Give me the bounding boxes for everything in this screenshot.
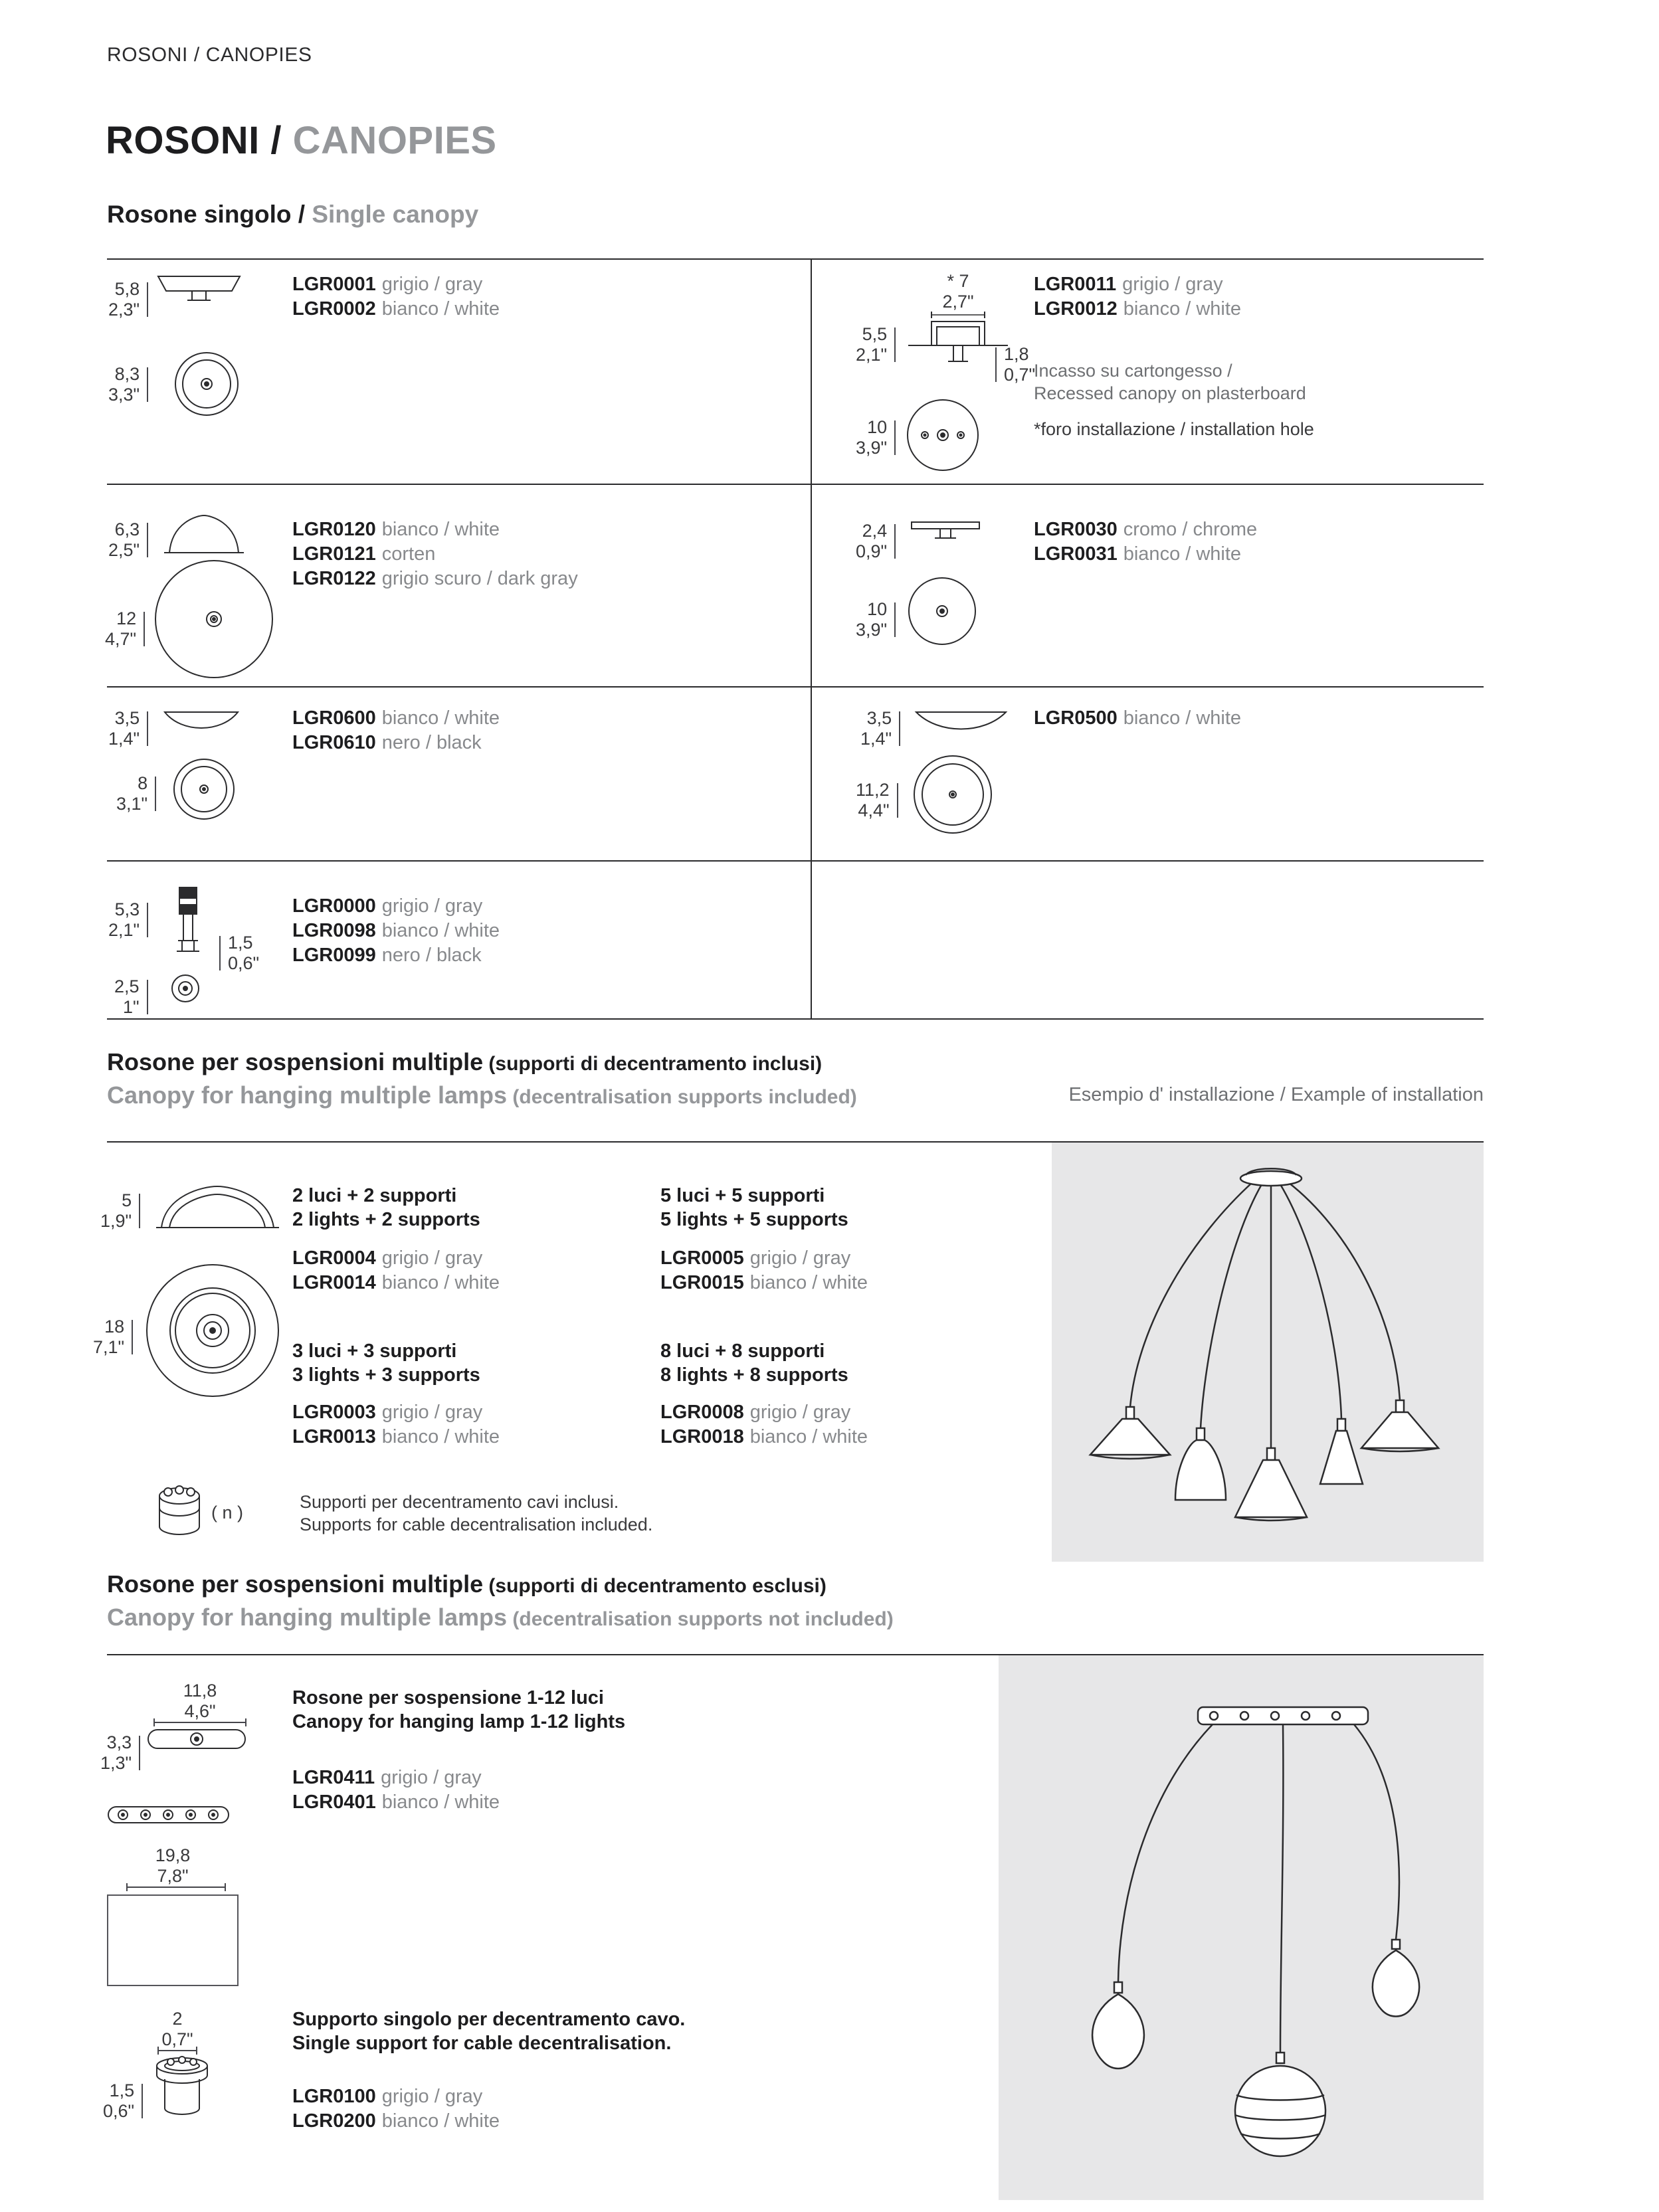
single-support-label [292, 2007, 685, 2055]
section-single-heading [107, 201, 478, 229]
page-title [106, 118, 497, 163]
product-code: LGR0015 [660, 1272, 744, 1293]
product-code: LGR0098 [292, 920, 376, 941]
dimension-tick [132, 1320, 133, 1354]
product-code: LGR0013 [292, 1426, 376, 1447]
recessed-note [1034, 359, 1306, 405]
product-code: LGR0099 [292, 945, 376, 966]
table-rule-3 [107, 686, 1484, 688]
section-single-heading-it: Rosone singolo / [107, 201, 312, 228]
dimension-tick [897, 783, 898, 818]
dim-in: 0,7" [161, 2029, 193, 2049]
product-row [292, 894, 500, 919]
dimension-tick [142, 2084, 143, 2118]
product-row [660, 1271, 868, 1295]
cable-support-icon [155, 1484, 204, 1541]
product-row [292, 943, 500, 968]
canopy-front-drawing [173, 351, 240, 417]
dim-in: 2,1" [108, 920, 140, 940]
dim-in: 3,3" [108, 385, 140, 405]
canopy-plan-drawing [107, 1894, 239, 1986]
dim-mm: 11,8 [183, 1681, 217, 1701]
page-title-it: ROSONI / [106, 119, 293, 162]
dimension-line [157, 2050, 197, 2051]
dimension-tick [155, 777, 156, 811]
product-code: LGR0000 [292, 895, 376, 917]
dim-mm: 5 [122, 1190, 132, 1210]
group-5-lights-label [660, 1184, 848, 1232]
dome-canopy-front-drawing [153, 558, 276, 681]
product-code: LGR0018 [660, 1426, 744, 1447]
dim-plate-height [100, 1732, 140, 1774]
product-row [292, 1790, 500, 1815]
dim-in: 3,9" [856, 620, 888, 640]
dim-in: 7,1" [93, 1337, 125, 1357]
section-multi-included-heading-en [107, 1081, 857, 1109]
dimension-line [126, 1887, 226, 1888]
dim-plate-width [150, 1681, 250, 1722]
multi-canopy-profile-drawing [156, 1176, 279, 1237]
product-row [660, 1425, 868, 1449]
table-rule-2 [107, 484, 1484, 485]
product-row [1034, 272, 1241, 297]
dim-support-width [144, 2009, 211, 2050]
dim-mm: 6,3 [114, 519, 140, 539]
dimension-tick [139, 1736, 140, 1770]
dim-diameter [105, 608, 145, 650]
product-finish: grigio / gray [381, 895, 483, 917]
product-list [1034, 272, 1241, 322]
group-label-en: 2 lights + 2 supports [292, 1209, 480, 1230]
heading-it-note: (supporti di decentramento esclusi) [483, 1575, 827, 1597]
dim-mm: 3,5 [114, 708, 140, 728]
product-row [292, 272, 500, 297]
product-code: LGR0031 [1034, 543, 1118, 565]
product-row [292, 297, 500, 322]
product-finish: bianco / white [1123, 298, 1242, 320]
product-finish: grigio / gray [381, 1402, 483, 1423]
table-rule-bottom [107, 1018, 1484, 1020]
wide-dish-front-drawing [912, 753, 994, 836]
product-finish: grigio / gray [749, 1247, 851, 1269]
dim-in: 2,7" [942, 292, 974, 312]
product-code: LGR0121 [292, 543, 376, 565]
group-label-en: 8 lights + 8 supports [660, 1364, 848, 1386]
product-code: LGR0500 [1034, 707, 1118, 729]
heading-en: Canopy for hanging multiple lamps [107, 1604, 508, 1631]
dish-canopy-profile-drawing [161, 704, 241, 737]
section-multi-included-heading-it [107, 1048, 822, 1076]
product-finish: cromo / chrome [1123, 519, 1258, 540]
product-code: LGR0030 [1034, 519, 1118, 540]
dimension-line [153, 1722, 246, 1723]
product-finish: nero / black [381, 945, 482, 966]
linear-canopy-label-it: Rosone per sospensione 1-12 luci [292, 1687, 604, 1708]
single-support-drawing [152, 2055, 212, 2128]
product-row [292, 567, 578, 591]
dimension-tick [894, 327, 896, 362]
dimension-tick [144, 612, 145, 646]
table-rule-4 [107, 860, 1484, 862]
dim-mm: 19,8 [155, 1845, 191, 1865]
dim-height [108, 519, 148, 561]
dim-hole-width [918, 271, 998, 312]
dimension-tick [147, 367, 148, 402]
flat-canopy-profile-drawing [909, 518, 982, 551]
dim-mm: 2,5 [114, 976, 140, 996]
product-finish: bianco / white [381, 1272, 500, 1293]
supports-included-note-en: Supports for cable decentralisation included. [300, 1515, 653, 1534]
product-list [292, 706, 500, 755]
dim-diameter [856, 599, 896, 640]
dim-mm: 1,5 [109, 2080, 135, 2100]
dim-mm: 12 [116, 608, 137, 628]
dim-mm: 1,8 [1004, 344, 1029, 364]
product-finish: grigio / gray [1122, 274, 1223, 295]
product-finish: bianco / white [1123, 543, 1242, 565]
dim-in: 0,6" [103, 2101, 135, 2121]
product-list [292, 1766, 500, 1815]
supports-included-note [300, 1491, 652, 1536]
product-code: LGR0011 [1034, 274, 1117, 295]
product-finish: bianco / white [749, 1272, 868, 1293]
dim-canopy-length [123, 1845, 223, 1887]
product-row [1034, 706, 1241, 731]
product-list [292, 894, 500, 968]
supports-included-note-it: Supporti per decentramento cavi inclusi. [300, 1492, 619, 1512]
dim-in: 7,8" [157, 1866, 189, 1886]
product-row [292, 517, 578, 542]
group-label-it: 8 luci + 8 supporti [660, 1340, 825, 1362]
linear-canopy-label [292, 1686, 625, 1734]
dim-in: 0,6" [228, 953, 260, 973]
product-code: LGR0122 [292, 568, 376, 589]
product-code: LGR0014 [292, 1272, 376, 1293]
dim-mm: 8 [138, 773, 148, 793]
dimension-tick [147, 282, 148, 317]
product-finish: bianco / white [1123, 707, 1242, 729]
dim-diameter [114, 976, 148, 1018]
multi-pendant-illustration [1052, 1143, 1484, 1562]
dimension-tick [147, 523, 148, 557]
dim-in: 3,1" [116, 794, 148, 814]
product-finish: grigio / gray [381, 274, 483, 295]
product-finish: bianco / white [381, 920, 500, 941]
product-finish: grigio / gray [381, 1247, 483, 1269]
product-code: LGR0120 [292, 519, 376, 540]
product-code: LGR0002 [292, 298, 376, 320]
dim-in: 4,4" [858, 800, 890, 820]
dim-height [108, 899, 148, 941]
dim-in: 0,9" [856, 541, 888, 561]
product-finish: bianco / white [381, 519, 500, 540]
product-finish: grigio scuro / dark gray [381, 568, 578, 589]
group-3-lights-label [292, 1339, 480, 1387]
section-single-heading-en: Single canopy [312, 201, 479, 228]
mini-cylinder-profile-drawing [171, 885, 206, 978]
dimension-tick [147, 980, 148, 1014]
dim-in: 2,5" [108, 540, 140, 560]
product-row [292, 2109, 500, 2134]
recessed-note-it: Incasso su cartongesso / [1034, 361, 1232, 381]
installation-hole-note: *foro installazione / installation hole [1034, 419, 1314, 439]
product-row [1034, 542, 1257, 567]
heading-it: Rosone per sospensioni multiple [107, 1048, 484, 1075]
product-code: LGR0401 [292, 1792, 376, 1813]
dim-in: 0,7" [1004, 365, 1036, 385]
dim-in: 2,1" [856, 345, 888, 365]
product-list [660, 1246, 868, 1295]
dim-in: 1" [122, 997, 140, 1017]
product-code: LGR0003 [292, 1402, 376, 1423]
group-label-it: 2 luci + 2 supporti [292, 1185, 457, 1206]
mini-cylinder-front-drawing [170, 973, 201, 1004]
product-row [292, 1400, 500, 1425]
dimension-tick [995, 347, 997, 382]
dim-mm: 11,2 [856, 780, 890, 800]
page-title-en: CANOPIES [292, 119, 497, 162]
product-finish: bianco / white [381, 707, 500, 729]
dim-diameter [856, 417, 896, 458]
dim-in: 1,9" [100, 1211, 132, 1231]
dimension-tick [899, 711, 900, 746]
product-row [292, 542, 578, 567]
heading-it-note: (supporti di decentramento inclusi) [483, 1053, 823, 1075]
table-rule-top [107, 258, 1484, 260]
dim-height [856, 324, 896, 365]
dim-diameter [108, 364, 148, 405]
group-8-lights-label [660, 1339, 848, 1387]
heading-it: Rosone per sospensioni multiple [107, 1570, 484, 1598]
product-code: LGR0600 [292, 707, 376, 729]
dim-in: 2,3" [108, 300, 140, 320]
product-code: LGR0100 [292, 2086, 376, 2107]
group-label-it: 5 luci + 5 supporti [660, 1185, 825, 1206]
dimension-tick [147, 711, 148, 746]
breadcrumb: ROSONI / CANOPIES [107, 44, 312, 66]
heading-en-note: (decentralisation supports not included) [507, 1608, 894, 1630]
dim-mm: 5,8 [114, 279, 140, 299]
product-row [1034, 297, 1241, 322]
product-row [1034, 517, 1257, 542]
dimension-tick [139, 1194, 140, 1228]
dim-in: 1,3" [100, 1753, 132, 1773]
dim-diameter [856, 780, 898, 821]
product-finish: grigio / gray [381, 1767, 482, 1788]
example-installation-label: Esempio d' installazione / Example of installation [1068, 1084, 1484, 1105]
product-finish: bianco / white [749, 1426, 868, 1447]
product-row [660, 1246, 868, 1271]
dim-mm: 2,4 [862, 521, 888, 541]
group-label-it: 3 luci + 3 supporti [292, 1340, 457, 1362]
product-list [292, 2084, 500, 2134]
product-code: LGR0004 [292, 1247, 376, 1269]
product-finish: corten [381, 543, 436, 565]
product-code: LGR0001 [292, 274, 376, 295]
dim-mm: 3,5 [866, 708, 892, 728]
product-list [292, 272, 500, 322]
dim-diameter [116, 773, 156, 814]
product-row [660, 1400, 868, 1425]
product-code: LGR0012 [1034, 298, 1118, 320]
linear-canopy-label-en: Canopy for hanging lamp 1-12 lights [292, 1711, 626, 1732]
dimension-tick [894, 420, 896, 455]
dim-mm: 10 [867, 599, 888, 619]
dim-height [100, 1190, 140, 1232]
dim-height [856, 521, 896, 562]
dimension-tick [894, 524, 896, 559]
product-list [1034, 517, 1257, 567]
wide-dish-profile-drawing [913, 703, 1009, 739]
product-row [292, 1246, 500, 1271]
dim-height [108, 708, 148, 749]
example-installation-panel-2 [999, 1655, 1484, 2200]
product-list [660, 1400, 868, 1449]
linear-canopy-strip-drawing [107, 1803, 230, 1828]
dim-in: 4,7" [105, 629, 137, 649]
dim-in: 1,4" [108, 729, 140, 749]
product-list [292, 1246, 500, 1295]
flat-canopy-front-drawing [906, 575, 978, 647]
dim-in: 1,4" [860, 729, 892, 749]
product-row [292, 1425, 500, 1449]
product-list [1034, 706, 1241, 731]
section-multi-excluded-heading-it [107, 1570, 827, 1598]
product-finish: grigio / gray [749, 1402, 851, 1423]
dim-stem [995, 344, 1035, 385]
recessed-note-en: Recessed canopy on plasterboard [1034, 383, 1306, 403]
product-row [292, 1766, 500, 1790]
dim-mm: 5,3 [114, 899, 140, 919]
multi-canopy-front-drawing [143, 1261, 282, 1400]
product-row [292, 731, 500, 755]
dim-mm: 8,3 [114, 364, 140, 384]
product-finish: bianco / white [381, 1792, 500, 1813]
product-list [292, 517, 578, 591]
product-list [292, 1400, 500, 1449]
example-installation-panel [1052, 1143, 1484, 1562]
product-row [292, 1271, 500, 1295]
dim-mm: * 7 [947, 271, 969, 291]
product-finish: bianco / white [381, 1426, 500, 1447]
dim-mm: 1,5 [228, 933, 253, 953]
product-finish: bianco / white [381, 2110, 500, 2132]
product-row [292, 706, 500, 731]
group-2-lights-label [292, 1184, 480, 1232]
support-count-label: ( n ) [211, 1503, 244, 1522]
dome-canopy-profile-drawing [164, 510, 244, 558]
product-code: LGR0005 [660, 1247, 744, 1269]
dim-mm: 18 [104, 1317, 125, 1336]
dim-in: 4,6" [184, 1701, 216, 1721]
product-code: LGR0411 [292, 1767, 375, 1788]
product-finish: bianco / white [381, 298, 500, 320]
dim-mm: 3,3 [106, 1732, 132, 1752]
dimension-tick [894, 602, 896, 637]
recessed-canopy-front-drawing [905, 397, 981, 474]
dim-diameter [93, 1317, 133, 1358]
dish-canopy-front-drawing [172, 757, 236, 821]
heading-en-note: (decentralisation supports included) [507, 1086, 857, 1108]
product-code: LGR0200 [292, 2110, 376, 2132]
dim-mm: 5,5 [862, 324, 888, 344]
group-label-en: 5 lights + 5 supports [660, 1209, 848, 1230]
heading-en: Canopy for hanging multiple lamps [107, 1081, 508, 1109]
linear-canopy-top-drawing [147, 1727, 246, 1752]
product-finish: grigio / gray [381, 2086, 483, 2107]
dim-mm: 2 [172, 2009, 183, 2029]
product-row [292, 2084, 500, 2109]
product-row [292, 919, 500, 943]
dim-mm: 10 [867, 417, 888, 437]
single-support-label-en: Single support for cable decentralisation. [292, 2033, 672, 2054]
dim-support-height [103, 2080, 143, 2122]
dimension-tick [219, 936, 221, 970]
dim-stem [219, 933, 259, 974]
single-support-label-it: Supporto singolo per decentramento cavo. [292, 2009, 686, 2030]
product-finish: nero / black [381, 732, 482, 753]
canopy-profile-drawing [154, 271, 244, 318]
product-code: LGR0008 [660, 1402, 744, 1423]
group-label-en: 3 lights + 3 supports [292, 1364, 480, 1386]
dim-in: 3,9" [856, 438, 888, 458]
dim-height [860, 708, 900, 749]
dimension-tick [147, 903, 148, 937]
table-divider [811, 258, 812, 1018]
section-multi-excluded-heading-en [107, 1604, 894, 1631]
dim-height [108, 279, 148, 320]
linear-canopy-illustration [999, 1655, 1484, 2200]
product-code: LGR0610 [292, 732, 376, 753]
